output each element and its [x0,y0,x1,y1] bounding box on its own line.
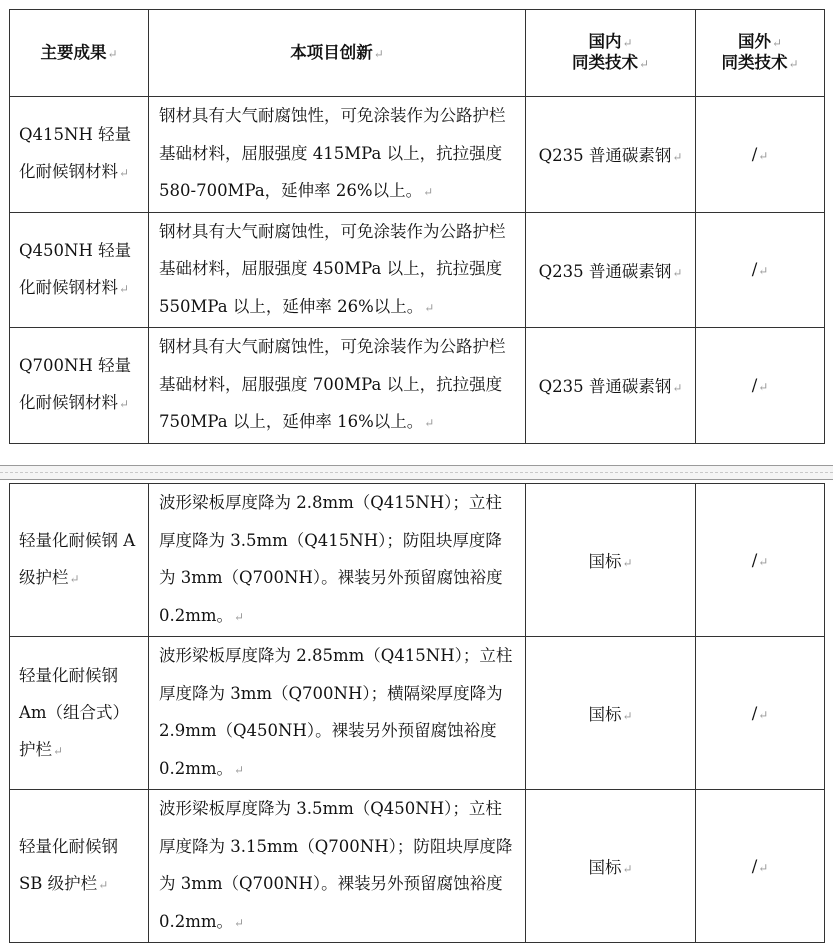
achievements-table-part-2 [9,483,825,943]
header-domestic-technology: 国内↵ 同类技术↵ [526,10,696,97]
table-row [10,328,825,444]
achievement-cell: 轻量化耐候钢 SB 级护栏↵ [10,790,149,943]
header-main-achievements: 主要成果↵ [10,10,149,97]
foreign-tech-cell: /↵ [696,212,825,328]
foreign-tech-cell: /↵ [696,328,825,444]
foreign-tech-cell: /↵ [696,484,825,637]
table-row [10,484,825,637]
innovation-cell: 波形梁板厚度降为 2.85mm（Q415NH）；立柱厚度降为 3mm（Q700NH）；横隔梁厚度降为 2.9mm（Q450NH）。裸装另外预留腐蚀裕度 0.2mm。↵ [149,637,526,790]
domestic-tech-cell: 国标↵ [526,790,696,943]
innovation-cell: 波形梁板厚度降为 2.8mm（Q415NH）；立柱厚度降为 3.5mm（Q415NH）；防阻块厚度降为 3mm（Q700NH）。裸装另外预留腐蚀裕度 0.2mm。↵ [149,484,526,637]
innovation-cell: 钢材具有大气耐腐蚀性，可免涂装作为公路护栏基础材料，屈服强度 450MPa 以上，抗拉强度 550MPa 以上，延伸率 26%以上。↵ [149,212,526,328]
domestic-tech-cell: Q235 普通碳素钢↵ [526,328,696,444]
table-row [10,637,825,790]
achievement-cell: Q700NH 轻量化耐候钢材料↵ [10,328,149,444]
achievement-cell: 轻量化耐候钢 A 级护栏↵ [10,484,149,637]
page-break-separator [0,465,833,480]
table-header-row [10,10,825,97]
table-row [10,790,825,943]
header-project-innovation: 本项目创新↵ [149,10,526,97]
foreign-tech-cell: /↵ [696,637,825,790]
achievement-cell: 轻量化耐候钢 Am（组合式）护栏↵ [10,637,149,790]
table-row [10,97,825,213]
innovation-cell: 钢材具有大气耐腐蚀性，可免涂装作为公路护栏基础材料，屈服强度 415MPa 以上，抗拉强度 580-700MPa，延伸率 26%以上。↵ [149,97,526,213]
domestic-tech-cell: Q235 普通碳素钢↵ [526,97,696,213]
domestic-tech-cell: Q235 普通碳素钢↵ [526,212,696,328]
header-foreign-technology: 国外↵ 同类技术↵ [696,10,825,97]
achievement-cell: Q450NH 轻量化耐候钢材料↵ [10,212,149,328]
achievements-table-part-1 [9,9,825,444]
domestic-tech-cell: 国标↵ [526,484,696,637]
table-row [10,212,825,328]
foreign-tech-cell: /↵ [696,97,825,213]
foreign-tech-cell: /↵ [696,790,825,943]
domestic-tech-cell: 国标↵ [526,637,696,790]
innovation-cell: 钢材具有大气耐腐蚀性，可免涂装作为公路护栏基础材料，屈服强度 700MPa 以上，抗拉强度 750MPa 以上，延伸率 16%以上。↵ [149,328,526,444]
innovation-cell: 波形梁板厚度降为 3.5mm（Q450NH）；立柱厚度降为 3.15mm（Q700NH）；防阻块厚度降为 3mm（Q700NH）。裸装另外预留腐蚀裕度 0.2mm。↵ [149,790,526,943]
achievement-cell: Q415NH 轻量化耐候钢材料↵ [10,97,149,213]
